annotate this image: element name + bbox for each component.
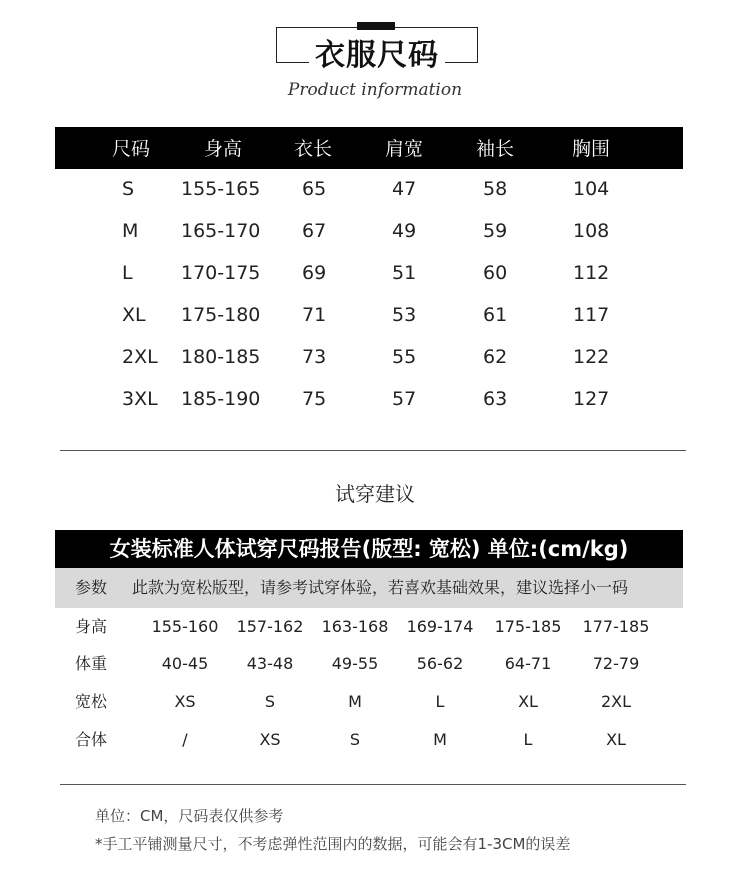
cell-height: 155-165: [181, 178, 261, 200]
row-label: 体重: [75, 654, 108, 673]
fit-cell: 157-162: [236, 617, 304, 636]
fit-cell: 56-62: [416, 654, 464, 673]
fit-row-weight: [55, 645, 683, 683]
cell-sleeve: 62: [483, 346, 508, 368]
cell-length: 71: [302, 304, 327, 326]
cell-size: M: [122, 220, 139, 242]
cell-shoulder: 47: [392, 178, 417, 200]
cell-size: 2XL: [122, 346, 158, 368]
col-length: 衣长: [293, 138, 332, 160]
cell-chest: 127: [573, 388, 610, 410]
cell-length: 67: [302, 220, 327, 242]
cell-chest: 117: [573, 304, 610, 326]
fit-section-title: 试穿建议: [335, 482, 415, 506]
fit-row-loose: [55, 683, 683, 721]
size-row: [55, 336, 683, 378]
cell-length: 65: [302, 178, 327, 200]
cell-chest: 112: [573, 262, 610, 284]
fit-cell: 177-185: [582, 617, 650, 636]
cell-chest: 104: [573, 178, 610, 200]
cell-sleeve: 61: [483, 304, 508, 326]
cell-sleeve: 58: [483, 178, 508, 200]
cell-shoulder: 53: [392, 304, 417, 326]
fit-cell: 64-71: [504, 654, 552, 673]
note-measurement: *手工平铺测量尺寸，不考虑弹性范围内的数据，可能会有1-3CM的误差: [95, 835, 571, 853]
param-label: 参数: [75, 578, 108, 597]
fit-cell: S: [349, 730, 361, 749]
title-tab-decoration: [357, 22, 395, 30]
cell-height: 180-185: [181, 346, 261, 368]
cell-height: 185-190: [181, 388, 261, 410]
col-size: 尺码: [111, 138, 150, 160]
cell-length: 69: [302, 262, 327, 284]
fit-cell: XS: [259, 730, 281, 749]
fit-cell: L: [523, 730, 533, 749]
fit-cell: 163-168: [321, 617, 389, 636]
fit-cell: S: [264, 692, 276, 711]
size-row: [55, 252, 683, 294]
fit-cell: 155-160: [151, 617, 219, 636]
page-title-text: 衣服尺码: [309, 38, 445, 73]
row-label: 身高: [75, 617, 108, 636]
size-row: [55, 210, 683, 252]
cell-size: L: [122, 262, 133, 284]
col-chest: 胸围: [571, 138, 610, 160]
fit-cell: XL: [606, 730, 626, 749]
fit-cell: 169-174: [406, 617, 474, 636]
fit-cell: 175-185: [494, 617, 562, 636]
cell-size: XL: [122, 304, 146, 326]
fit-cell: 40-45: [161, 654, 209, 673]
cell-shoulder: 55: [392, 346, 417, 368]
col-sleeve: 袖长: [475, 138, 514, 160]
cell-size: S: [122, 178, 135, 200]
cell-shoulder: 57: [392, 388, 417, 410]
size-table-header: [55, 127, 683, 169]
row-label: 宽松: [75, 692, 108, 711]
cell-height: 175-180: [181, 304, 261, 326]
cell-shoulder: 51: [392, 262, 417, 284]
param-row: [55, 568, 683, 608]
cell-length: 75: [302, 388, 327, 410]
fit-cell: 43-48: [246, 654, 294, 673]
size-row: [55, 378, 683, 420]
row-label: 合体: [75, 730, 108, 749]
cell-height: 170-175: [181, 262, 261, 284]
fit-cell: M: [348, 692, 362, 711]
fit-row-fitted: [55, 721, 683, 759]
page-title: [276, 36, 478, 76]
fit-cell: XL: [518, 692, 538, 711]
cell-sleeve: 59: [483, 220, 508, 242]
fit-table-title: 女装标准人体试穿尺码报告(版型: 宽松) 单位:(cm/kg): [55, 530, 683, 568]
cell-shoulder: 49: [392, 220, 417, 242]
cell-sleeve: 60: [483, 262, 508, 284]
fit-cell: 49-55: [331, 654, 379, 673]
note-unit: 单位：CM，尺码表仅供参考: [95, 807, 284, 825]
fit-cell: /: [182, 730, 188, 749]
cell-height: 165-170: [181, 220, 261, 242]
cell-size: 3XL: [122, 388, 158, 410]
fit-cell: 2XL: [600, 692, 632, 711]
page-subtitle: Product information: [287, 80, 463, 100]
cell-length: 73: [302, 346, 327, 368]
fit-cell: M: [433, 730, 447, 749]
col-height: 身高: [203, 138, 242, 160]
fit-row-height: [55, 608, 683, 646]
fit-cell: 72-79: [592, 654, 640, 673]
fit-cell: XS: [174, 692, 196, 711]
fit-cell: L: [435, 692, 445, 711]
col-shoulder: 肩宽: [384, 138, 423, 160]
cell-chest: 108: [573, 220, 610, 242]
size-row: [55, 294, 683, 336]
bottom-divider: [60, 784, 686, 785]
size-row: [55, 168, 683, 210]
param-text: 此款为宽松版型，请参考试穿体验，若喜欢基础效果，建议选择小一码: [132, 578, 629, 597]
cell-chest: 122: [573, 346, 610, 368]
cell-sleeve: 63: [483, 388, 508, 410]
section-divider: [60, 450, 686, 451]
